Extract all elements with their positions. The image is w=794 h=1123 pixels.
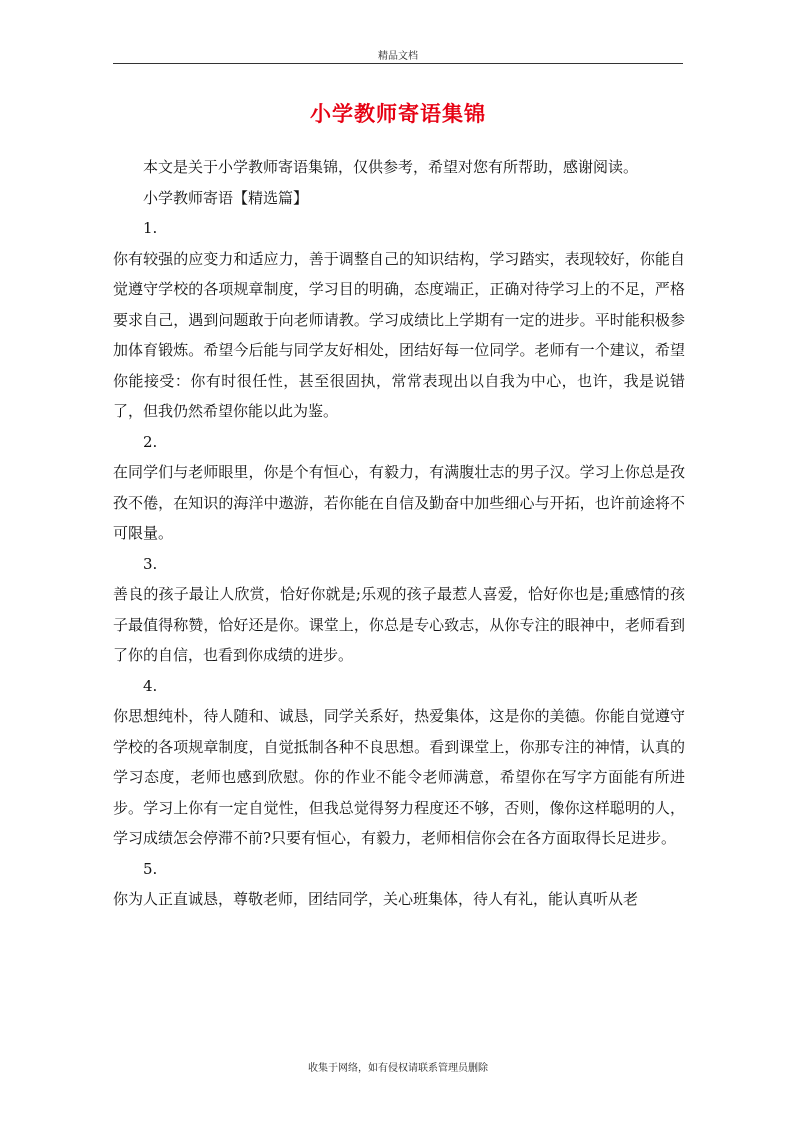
header-rule — [113, 63, 683, 64]
section-paragraph: 善良的孩子最让人欣赏，恰好你就是;乐观的孩子最惹人喜爱，恰好你也是;重感情的孩子最值得称赞，恰好还是你。课堂上，你总是专心致志，从你专注的眼神中，老师看到了你的自信，也看到你成绩的进步。 — [113, 585, 685, 664]
section-number: 5. — [143, 859, 158, 878]
section-number: 2. — [143, 432, 158, 451]
subheading: 小学教师寄语【精选篇】 — [143, 188, 309, 207]
section-paragraph: 你有较强的应变力和适应力，善于调整自己的知识结构，学习踏实，表现较好，你能自觉遵守学校的各项规章制度，学习目的明确，态度端正，正确对待学习上的不足，严格要求自己，遇到问题敢于向老师请教。学习成绩比上学期有一定的进步。平时能积极参加体育锻炼。希望今后能与同学友好相处，团结好每一位同学。老师有一个建议，希望你能接受：你有时很任性，甚至很固执，常常表现出以自我为中心，也许，我是说错了，但我仍然希望你能以此为鉴。 — [113, 249, 685, 420]
section-number: 1. — [143, 219, 158, 237]
section-paragraph: 你思想纯朴，待人随和、诚恳，同学关系好，热爱集体，这是你的美德。你能自觉遵守学校的各项规章制度，自觉抵制各种不良思想。看到课堂上，你那专注的神情，认真的学习态度，老师也感到欣慰。你的作业不能令老师满意，希望你在写字方面能有所进步。学习上你有一定自觉性，但我总觉得努力程度还不够，否则，像你这样聪明的人，学习成绩怎会停滞不前?只要有恒心，有毅力，老师相信你会在各方面取得长足进步。 — [113, 707, 685, 847]
section-number: 3. — [143, 554, 158, 573]
section-number: 4. — [143, 676, 158, 695]
section-paragraph: 在同学们与老师眼里，你是个有恒心，有毅力，有满腹壮志的男子汉。学习上你总是孜孜不倦，在知识的海洋中遨游，若你能在自信及勤奋中加些细心与开拓，也许前途将不可限量。 — [113, 463, 685, 542]
page-footer: 收集于网络，如有侵权请联系管理员删除 — [308, 1063, 488, 1074]
document-body — [113, 152, 685, 915]
intro-paragraph: 本文是关于小学教师寄语集锦，仅供参考，希望对您有所帮助，感谢阅读。 — [143, 158, 639, 176]
document-title: 小学教师寄语集锦 — [310, 101, 486, 126]
page-header: 精品文档 — [378, 51, 418, 62]
section-paragraph: 你为人正直诚恳，尊敬老师，团结同学，关心班集体，待人有礼，能认真听从老 — [113, 890, 639, 908]
